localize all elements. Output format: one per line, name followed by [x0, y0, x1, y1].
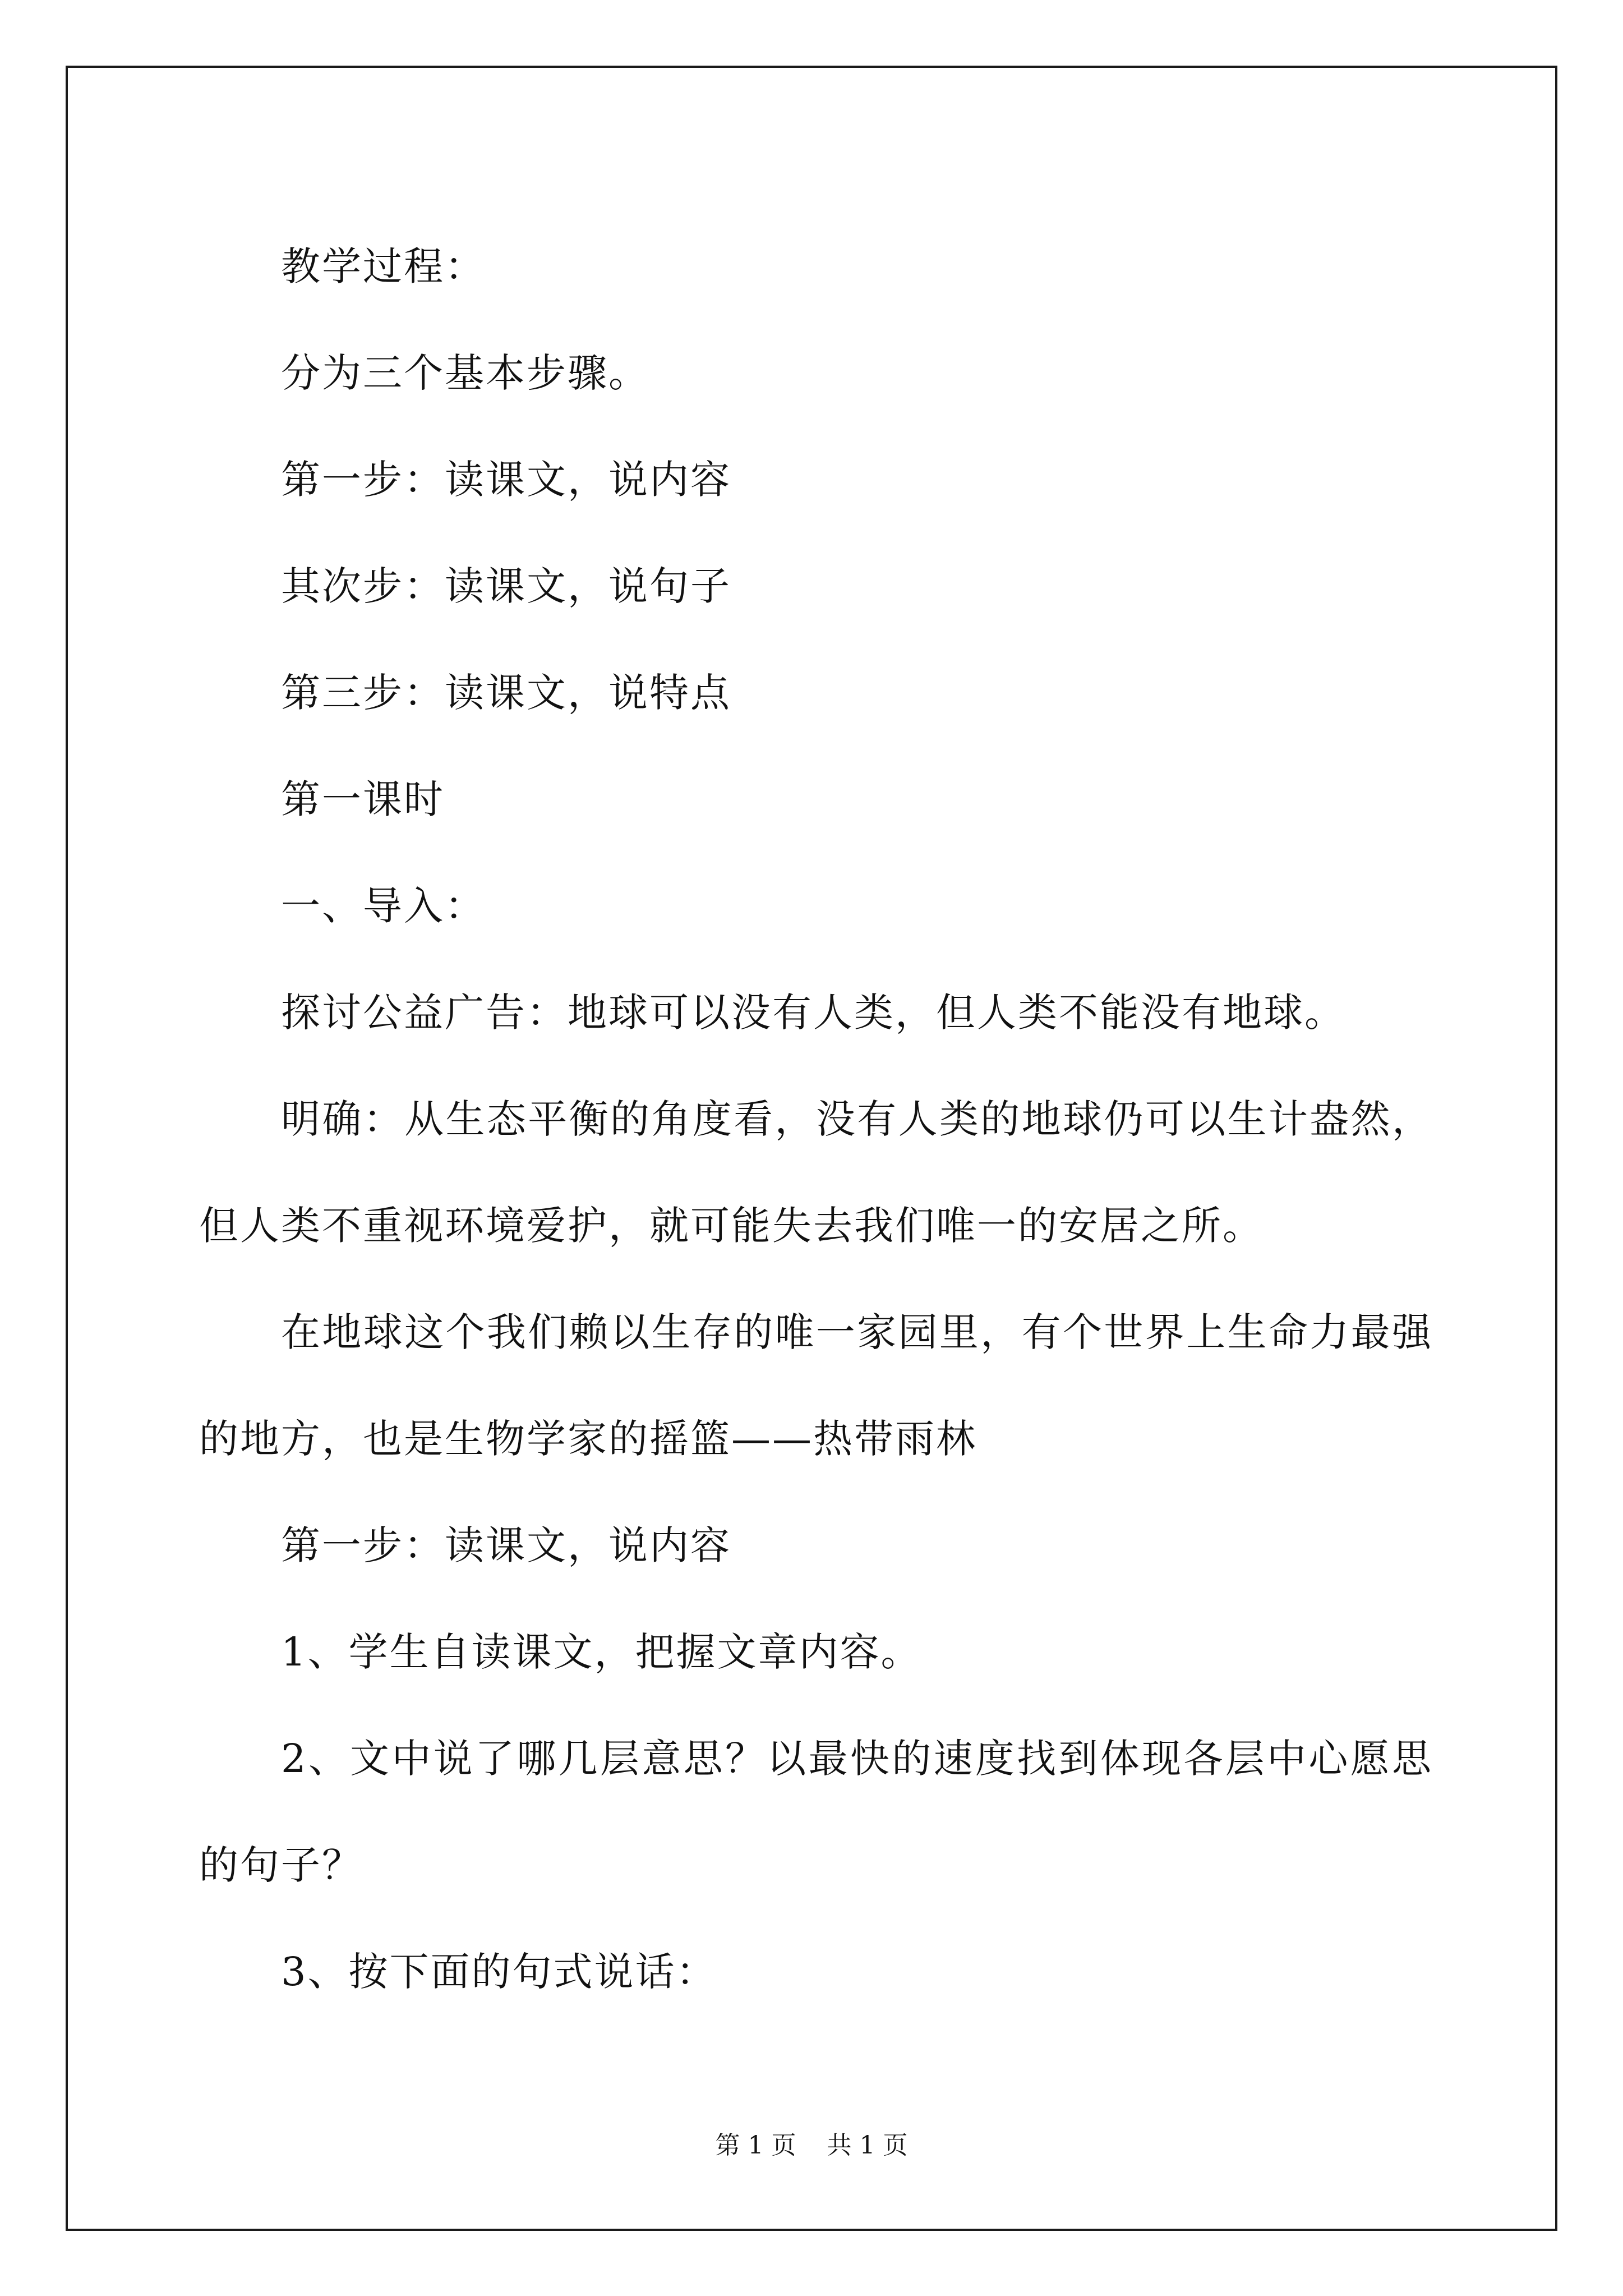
- paragraph-teaching-process: 教学过程：: [281, 243, 486, 289]
- paragraph-three-steps: 分为三个基本步骤。: [281, 350, 649, 396]
- paragraph-step-three: 第三步：读课文，说特点: [281, 670, 731, 716]
- paragraph-step-one-repeat: 第一步：读课文，说内容: [281, 1522, 731, 1568]
- paragraph-item-1: 1、学生自读课文，把握文章内容。: [281, 1629, 922, 1675]
- page-number-current: 第 1 页: [715, 2131, 796, 2160]
- document-body: [199, 213, 1433, 2025]
- paragraph-public-ad: 探讨公益广告：地球可以没有人类，但人类不能没有地球。: [281, 990, 1345, 1036]
- paragraph-introduction: 一、导入：: [281, 883, 486, 929]
- paragraph-step-two: 其次步：读课文，说句子: [281, 563, 731, 609]
- paragraph-first-lesson: 第一课时: [281, 776, 445, 822]
- paragraph-clarification: 明确：从生态平衡的角度看，没有人类的地球仍可以生计盎然，但人类不重视环境爱护，就可能失去我们唯一的安居之所。: [199, 1096, 1433, 1249]
- paragraph-item-3: 3、按下面的句式说话：: [281, 1949, 717, 1995]
- paragraph-rainforest: 在地球这个我们赖以生存的唯一家园里，有个世界上生命力最强的地方，也是生物学家的摇篮——热带雨林: [199, 1309, 1433, 1462]
- page-footer: [0, 2129, 1623, 2162]
- paragraph-item-2: 2、文中说了哪几层意思？以最快的速度找到体现各层中心愿思的句子？: [199, 1736, 1433, 1888]
- paragraph-step-one: 第一步：读课文，说内容: [281, 457, 731, 503]
- page-number-total: 共 1 页: [827, 2131, 908, 2160]
